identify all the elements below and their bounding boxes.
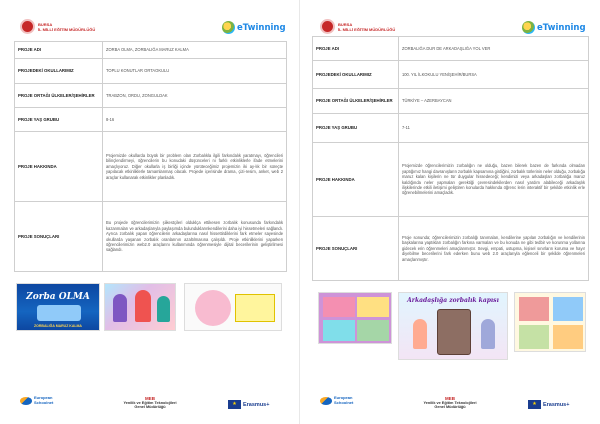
illustration <box>357 320 389 341</box>
meb-logo <box>20 19 95 34</box>
row-key: PROJE SONUÇLARI <box>15 202 103 272</box>
row-value: TOPLU KONUTLAR ORTAOKULU <box>103 59 287 84</box>
row-value: 100. YIL İLKOKULU YENİŞEHİR/BURSA <box>399 61 589 89</box>
meb-logo-text: BURSA İL MİLLİ EĞİTİM MÜDÜRLÜĞÜ <box>38 21 96 32</box>
erasmus-logo <box>528 400 569 409</box>
right-page <box>300 0 600 424</box>
illustration <box>37 305 81 321</box>
etwinning-logo <box>522 21 586 34</box>
table-row <box>313 217 589 281</box>
table-row <box>15 59 287 84</box>
row-key: PROJE SONUÇLARI <box>313 217 399 281</box>
etwinning-star-icon <box>522 21 535 34</box>
row-key: PROJEDEKİ OKULLARIMIZ <box>313 61 399 89</box>
european-schoolnet-logo <box>320 396 353 405</box>
row-value: 8-16 <box>103 108 287 132</box>
meb-seal-icon <box>20 19 35 34</box>
project-image-grid <box>514 292 586 352</box>
table-row <box>15 202 287 272</box>
illustration <box>519 325 549 349</box>
schoolnet-text: European Schoolnet <box>34 395 54 405</box>
table-row <box>313 114 589 143</box>
eu-flag-icon: ★ <box>228 400 241 409</box>
image-caption: Zorba OLMA <box>26 292 90 302</box>
project-image-collage <box>318 292 392 344</box>
etwinning-logo-text: eTwinning <box>237 22 286 33</box>
yegitek-mark: MEB <box>145 396 155 401</box>
illustration <box>323 297 355 317</box>
row-value: Proje sonunda; öğrencilerimizin zorbalığı tanımaları, kendilerine yapılan zorbalığın ve kendilerinin başkalarına yaptıkları zorbalığın farkına varmaları ve bu konuda ne gibi tedbir ve korunma yollarına gidecek erin öğrenmeleri amaçlanmıştır. Sevgi, empati, ustupma, kişisel sınırların koruma ve hayır diyebilme becerilerini fark ederken bunu web 2.0 araçlarıyla eğlenceli bir şekilde öğrenmeleri amaçlanmıştır. <box>399 217 589 281</box>
row-value: Projemizde okullarda büyük bir problem olan Zorbalıkla ilgili farkındalık yaratmayı, öğrencileri bilinçlendirmeyi, öğrencilerin bu konudaki düşünceleri ni farklı etkinliklerle ifade etmelerini amaçlıyoruz. Diğer okullarla iş birliği içinde yürüteceğimiz projemizin iki ay-lık bir süreçte yapılacak etkinliklerle tamamlanmaş olacak. Projede içerisinde drama, çizi-resim, anket, web 2 araçlar kullanarak etkinlikler planladık. <box>103 132 287 202</box>
illustration <box>553 297 583 321</box>
yegitek-logo <box>120 396 180 410</box>
row-key: PROJE ORTAĞI ÜLKELER/ŞEHİRLER <box>313 89 399 114</box>
row-key: PROJE ADI <box>313 37 399 61</box>
project-image-poster <box>16 283 100 331</box>
meb-logo <box>320 19 395 34</box>
image-subcaption: ZORBALIĞA MARUZ KALMA <box>34 324 82 328</box>
erasmus-text: Erasmus+ <box>243 401 270 408</box>
illustration <box>323 320 355 341</box>
row-value: Bu projede öğrencilerimizin şiikestçileri olduklça ettikesen zorbalık konusunda farkındalık kazanmaları ve arkadaşlarıyla paylaşımda bulunduklarınkendilerini daha iyi hissetmeleri sağlandı. Ayrıca zorbalık yapan öğrencilerin arkadaşlarına nasıl hissettirdiklerini fark etmeler sayesinde okullarda yaşanan zorbalık oranlarının azaltılmasına çalışıldı. Proje etkinliklerini yaparken öğrencilerimizin web2.0 araçlarını kullanmında öğrenmesiyle dijital becerilerinin geliştirilmesi sağlandı. <box>103 202 287 272</box>
meb-logo-text: BURSA İL MİLLİ EĞİTİM MÜDÜRLÜĞÜ <box>338 21 396 32</box>
image-caption: Arkadaşlığa zorbalık kapısı <box>407 297 499 304</box>
etwinning-logo <box>222 21 286 34</box>
meb-seal-icon <box>320 19 335 34</box>
row-key: PROJE YAŞ GRUBU <box>15 108 103 132</box>
row-key: PROJE HAKKINDA <box>313 143 399 217</box>
table-row <box>15 108 287 132</box>
yegitek-logo <box>420 396 480 410</box>
etwinning-logo-text: eTwinning <box>537 22 586 33</box>
row-value: ZORBA OLMA, ZORBALIĞA MARUZ KALMA <box>103 42 287 59</box>
yegitek-text: Yenilik ve Eğitim Teknolojileri Genel Müdürlüğü <box>123 401 177 410</box>
illustration <box>413 319 427 349</box>
project-image-drawing <box>104 283 176 331</box>
row-value: 7-11 <box>399 114 589 143</box>
table-row <box>15 42 287 59</box>
right-project-table <box>312 36 589 281</box>
european-schoolnet-logo <box>20 396 53 405</box>
illustration <box>481 319 495 349</box>
erasmus-text: Erasmus+ <box>543 401 570 408</box>
illustration <box>135 290 151 322</box>
illustration <box>553 325 583 349</box>
project-image-activity <box>184 283 282 331</box>
table-row <box>313 89 589 114</box>
schoolnet-text: European Schoolnet <box>334 395 354 405</box>
yegitek-text: Yenilik ve Eğitim Teknolojileri Genel Müdürlüğü <box>423 401 477 410</box>
illustration <box>235 294 275 322</box>
illustration <box>519 297 549 321</box>
row-key: PROJE HAKKINDA <box>15 132 103 202</box>
illustration <box>195 290 231 326</box>
eu-flag-icon: ★ <box>528 400 541 409</box>
row-key: PROJEDEKİ OKULLARIMIZ <box>15 59 103 84</box>
row-key: PROJE ORTAĞI ÜLKELER/ŞEHİRLER <box>15 84 103 108</box>
illustration <box>157 296 170 322</box>
row-value: TÜRKİYE – AZERBAYCAN <box>399 89 589 114</box>
table-row <box>15 132 287 202</box>
table-row <box>15 84 287 108</box>
illustration <box>113 294 127 322</box>
schoolnet-wave-icon <box>20 397 32 405</box>
row-key: PROJE ADI <box>15 42 103 59</box>
yegitek-mark: MEB <box>445 396 455 401</box>
table-row <box>313 37 589 61</box>
etwinning-star-icon <box>222 21 235 34</box>
row-value: TRABZON, ORDU, ZONGULDAK <box>103 84 287 108</box>
project-image-zorbalik-kapisi <box>398 292 508 360</box>
illustration <box>357 297 389 317</box>
erasmus-logo <box>228 400 269 409</box>
door-icon <box>437 309 471 355</box>
row-value: Projemizde öğrencilerimizin zorbalığın ne olduğu, bazen bilerek bazen de farkında olmadan yaptığımız hangi davranışların zorbalık kapsamına girdiğini, zorbalık türlerinin neler olduğu, zorbalığa maruz kalan kişilerin ne tür duygular hissedeceği; kendimizi veya arkadaşları zorbalığa maruz kaldığında neler yapmaları gerektiği çevresindekilerden nasıl yardım alabileceği arkadaşlık ilişkilerinde etkili iletişimi geliştiren konularda hakkında öğrenc lerin interaktif bir şekilde etkinlik erle öğrenebilmelerini amaçladık. <box>399 143 589 217</box>
left-project-table <box>14 41 287 272</box>
row-value: ZORBALIĞA DUR DE ARKADAŞLIĞA YOL VER <box>399 37 589 61</box>
row-key: PROJE YAŞ GRUBU <box>313 114 399 143</box>
table-row <box>313 61 589 89</box>
table-row <box>313 143 589 217</box>
schoolnet-wave-icon <box>320 397 332 405</box>
